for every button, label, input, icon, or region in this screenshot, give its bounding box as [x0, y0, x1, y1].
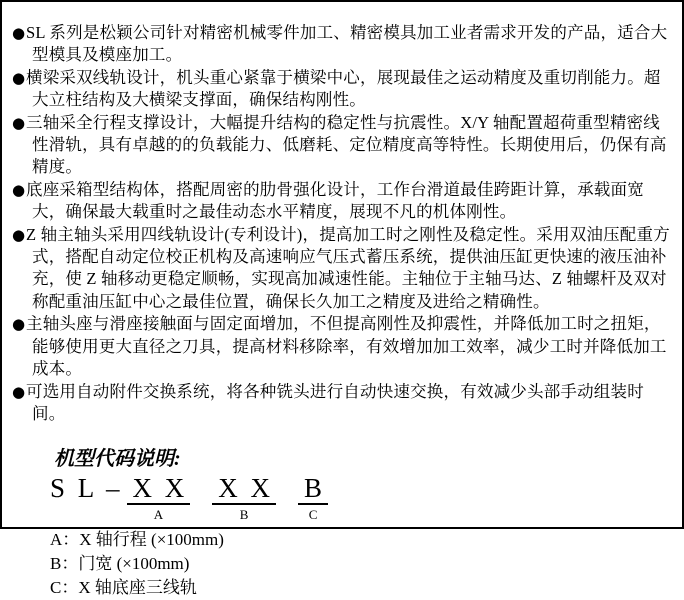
bullet-icon: ●: [12, 315, 26, 334]
bullet-paragraph: [12, 67, 676, 112]
legend-line-c: C：X 轴底座三线轨: [50, 578, 197, 598]
model-code-line: [50, 474, 682, 521]
model-code-segment-a-code: X X: [127, 474, 191, 505]
bullet-text: 横梁采双线轨设计，机头重心紧靠于横梁中心，展现最佳之运动精度及重切削能力。超大立柱结构及大横梁支撑面，确保结构刚性。: [26, 67, 661, 110]
bullet-paragraph: [12, 179, 676, 224]
model-code-segment-a: [127, 474, 191, 521]
feature-bullet-list: [12, 22, 676, 425]
legend-line-a: A：X 轴行程 (×100mm): [50, 530, 224, 550]
model-code-segment-b-label: B: [239, 507, 249, 523]
bullet-icon: ●: [12, 382, 26, 401]
model-code-segment-b-code: X X: [212, 474, 276, 505]
model-code-segment-a-label: A: [153, 507, 164, 523]
model-code-segment-b: [212, 474, 276, 521]
model-code-prefix: S L –: [50, 473, 123, 504]
bullet-text: Z 轴主轴头采用四线轨设计(专利设计)，提高加工时之刚性及稳定性。采用双油压配重方式，搭配自动定位校正机构及高速响应气压式蓄压系统，提供油压缸更快速的液压油补充，使 Z 轴移动更稳定顺畅，实现高加减速性能。主轴位于主轴马达、Z 轴螺杆及双对称配重油压缸中心之最佳位置，确保长久加工之精度及进给之精确性。: [26, 224, 670, 311]
bullet-icon: ●: [12, 68, 26, 87]
model-code-legend: [50, 528, 682, 600]
bullet-icon: ●: [12, 180, 26, 199]
model-code-segment-c-code: B: [298, 474, 328, 505]
bullet-icon: ●: [12, 24, 26, 42]
legend-line-b: B：门宽 (×100mm): [50, 554, 190, 574]
model-code-segment-c-label: C: [308, 507, 318, 523]
bullet-paragraph: [12, 381, 676, 426]
bullet-icon: ●: [12, 113, 26, 132]
bullet-text: SL 系列是松颖公司针对精密机械零件加工、精密模具加工业者需求开发的产品，适合大型模具及模座加工。: [26, 23, 668, 65]
bullet-text: 主轴头座与滑座接触面与固定面增加，不但提高刚性及抑震性，并降低加工时之扭矩，能够使用更大直径之刀具，提高材料移除率，有效增加加工效率，减少工时并降低加工成本。: [26, 314, 667, 379]
model-code-title: 机型代码说明:: [54, 448, 181, 471]
bullet-icon: ●: [12, 225, 26, 244]
model-code-segment-c: [298, 474, 328, 521]
bullet-text: 底座采箱型结构体，搭配周密的肋骨强化设计，工作台滑道最佳跨距计算，承载面宽大，确保最大载重时之最佳动态水平精度，展现不凡的机体刚性。: [26, 179, 644, 222]
bullet-paragraph: [12, 22, 676, 67]
bullet-text: 三轴采全行程支撑设计，大幅提升结构的稳定性与抗震性。X/Y 轴配置超荷重型精密线性滑轨，具有卓越的的负载能力、低磨耗、定位精度高等特性。长期使用后，仍保有高精度。: [26, 112, 667, 177]
bullet-text: 可选用自动附件交换系统，将各种铣头进行自动快速交换，有效减少头部手动组装时间。: [26, 381, 644, 423]
bullet-paragraph: [12, 112, 676, 179]
bullet-paragraph: [12, 224, 676, 314]
bullet-paragraph: [12, 313, 676, 380]
